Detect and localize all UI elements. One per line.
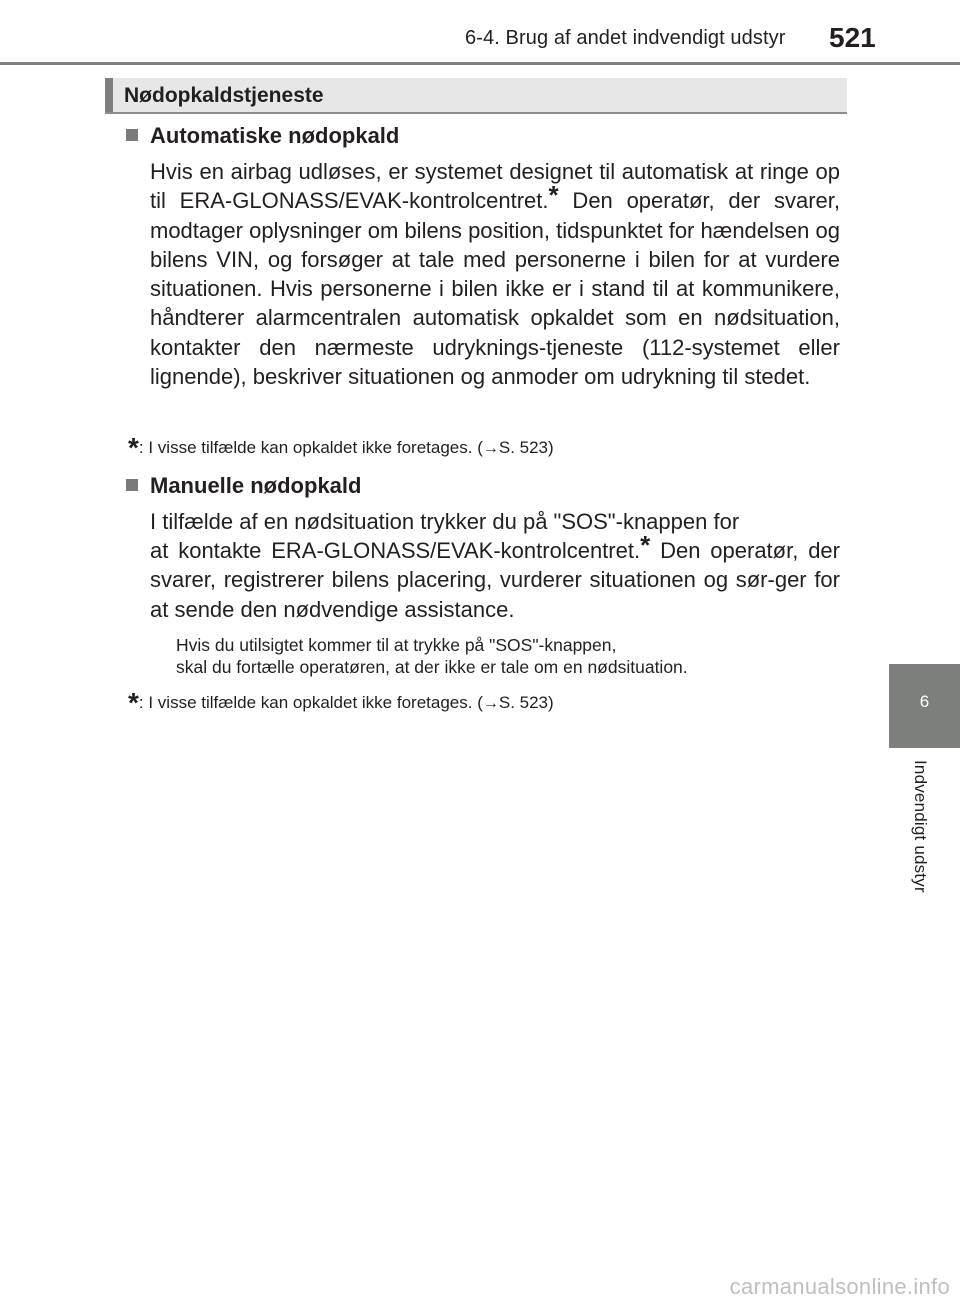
manual-note-line1: Hvis du utilsigtet kommer til at trykke på "SOS"-knappen,	[176, 635, 617, 655]
footnote-text: : I visse tilfælde kan opkaldet ikke foretages. (	[138, 438, 483, 457]
manual-body-part2: Den operatør, der svarer, registrerer bilens placering, vurderer situationen og sør-ger for at sende den nødvendige assistance.	[150, 538, 840, 622]
manual-body-part1: at kontakte ERA-GLONASS/EVAK-kontrolcentret.	[150, 538, 641, 563]
subheading-manual	[126, 473, 361, 499]
manual-footnote	[128, 687, 554, 718]
section-title-accent	[105, 78, 113, 112]
footnote-star: *	[128, 687, 139, 718]
automatic-body-part1: Hvis en airbag udløses, er systemet designet til automatisk at ringe op til ERA-GLONASS/EVAK-kontrolcentret.	[150, 159, 840, 214]
header-section-title: 6-4. Brug af andet indvendigt udstyr	[465, 27, 786, 49]
subheading-automatic	[126, 123, 399, 149]
footnote-asterisk-marker: *	[548, 180, 559, 211]
manual-body-line1: I tilfælde af en nødsituation trykker du på "SOS"-knappen for	[150, 509, 740, 534]
square-bullet-icon	[126, 479, 138, 491]
page-number: 521	[829, 22, 876, 53]
section-title-bar	[105, 78, 847, 114]
footnote-page-ref: S. 523)	[498, 438, 554, 457]
arrow-right-icon: →	[482, 695, 499, 712]
watermark: carmanualsonline.info	[729, 1274, 950, 1299]
automatic-body-part2: Den operatør, der svarer, modtager oplysninger om bilens position, tidspunktet for hændelsen og bilens VIN, og forsøger at tale med personerne i bilen for at vurdere situationen. Hvis personerne i bilen ikke er i stand til at kommunikere, håndterer alarmcentralen automatisk opkaldet som en nødsituation, kontakter den nærmeste udryknings-tjeneste (112-systemet eller lignende), beskriver situationen og anmoder om udrykning til stedet.	[150, 188, 840, 390]
manual-body-paragraph	[150, 530, 840, 624]
subheading-automatic-text: Automatiske nødopkald	[150, 123, 400, 148]
automatic-body-paragraph	[150, 157, 840, 391]
footnote-text: : I visse tilfælde kan opkaldet ikke foretages. (	[138, 693, 483, 712]
header-rule	[0, 62, 960, 65]
manual-note-line2: skal du fortælle operatøren, at der ikke er tale om en nødsituation.	[176, 657, 688, 677]
chapter-side-label: Indvendigt udstyr	[911, 760, 930, 893]
footnote-page-ref: S. 523)	[498, 693, 554, 712]
section-title: Nødopkaldstjeneste	[124, 84, 324, 107]
arrow-right-icon: →	[482, 440, 499, 457]
chapter-tab	[889, 664, 960, 748]
square-bullet-icon	[126, 129, 138, 141]
footnote-asterisk-marker: *	[640, 530, 651, 560]
subheading-manual-text: Manuelle nødopkald	[150, 473, 362, 498]
automatic-footnote	[128, 432, 554, 463]
footnote-star: *	[128, 432, 139, 463]
manual-note	[176, 634, 816, 678]
chapter-tab-number: 6	[919, 692, 930, 711]
